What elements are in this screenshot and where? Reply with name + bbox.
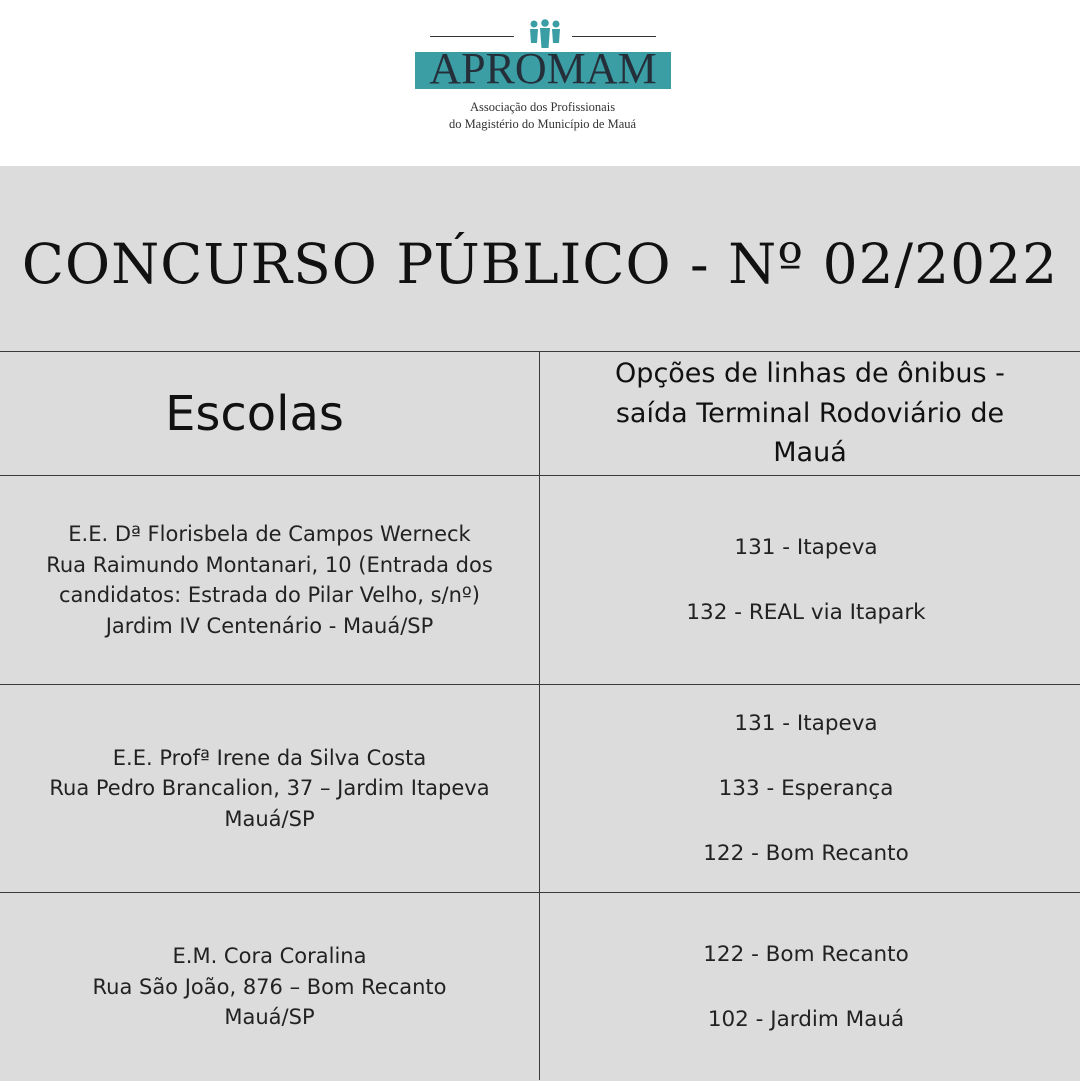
bus-line: 131 - Itapeva: [734, 710, 878, 736]
logo-divider-right: [572, 36, 656, 37]
table-row-bus-lines: [540, 893, 1080, 1081]
bus-line: 131 - Itapeva: [734, 534, 878, 560]
school-address: candidatos: Estrada do Pilar Velho, s/nº): [58, 583, 480, 607]
school-address: Mauá/SP: [224, 806, 315, 831]
bus-line: 122 - Bom Recanto: [703, 941, 909, 967]
school-address: Rua Pedro Brancalion, 37 – Jardim Itapeva: [49, 776, 490, 801]
logo-subtitle-line1: Associação dos Profissionais: [469, 100, 616, 114]
logo-subtitle-line2: do Magistério do Município de Mauá: [448, 117, 637, 131]
logo-wordmark: APROMAM: [429, 44, 657, 93]
bus-line: 132 - REAL via Itapark: [686, 599, 926, 625]
column-header-schools: Escolas: [165, 385, 344, 442]
column-header-bus-lines: Opções de linhas de ônibus - saída Terminal Rodoviário de Mauá: [615, 358, 1005, 469]
school-address: Mauá/SP: [224, 1005, 315, 1030]
header: [0, 0, 1080, 166]
table-row-school: [0, 893, 539, 1081]
table-row-bus-lines: [540, 476, 1080, 684]
logo-divider-left: [430, 36, 514, 37]
school-address: Rua São João, 876 – Bom Recanto: [92, 974, 447, 999]
table-row-school: [0, 476, 539, 684]
bus-line: 133 - Esperança: [718, 775, 894, 801]
table-row-school: [0, 685, 539, 892]
bus-line: 102 - Jardim Mauá: [707, 1006, 905, 1032]
school-address: Jardim IV Centenário - Mauá/SP: [105, 613, 434, 638]
apromam-logo: [410, 18, 680, 138]
school-address: Rua Raimundo Montanari, 10 (Entrada dos: [46, 552, 493, 577]
school-name: E.E. Dª Florisbela de Campos Werneck: [68, 522, 471, 546]
school-name: E.E. Profª Irene da Silva Costa: [112, 745, 427, 770]
table-row-bus-lines: [540, 685, 1080, 892]
school-name: E.M. Cora Coralina: [172, 944, 367, 969]
bus-line: 122 - Bom Recanto: [703, 840, 909, 866]
page-title: CONCURSO PÚBLICO - Nº 02/2022: [21, 232, 1059, 296]
